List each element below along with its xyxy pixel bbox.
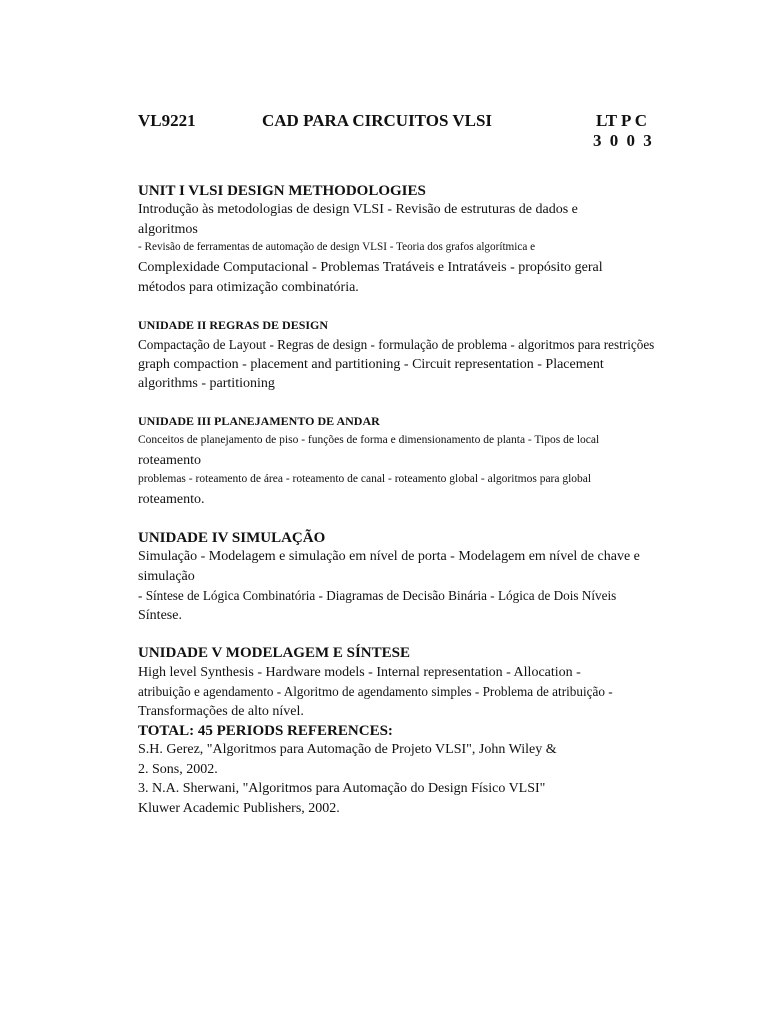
reference-line: S.H. Gerez, "Algoritmos para Automação de Projeto VLSI", John Wiley & — [138, 742, 557, 757]
unit-2-line: algorithms - partitioning — [138, 376, 275, 391]
unit-1-line: Introdução às metodologias de design VLSI - Revisão de estruturas de dados e — [138, 202, 578, 217]
unit-3-heading: UNIDADE III PLANEJAMENTO DE ANDAR — [138, 414, 380, 428]
unit-1-line: - Revisão de ferramentas de automação de design VLSI - Teoria dos grafos algorítmica e — [138, 241, 536, 253]
unit-5-line: atribuição e agendamento - Algoritmo de agendamento simples - Problema de atribuição - — [138, 684, 613, 699]
unit-2-line: Compactação de Layout - Regras de design - formulação de problema - algoritmos para restrições — [138, 337, 655, 352]
unit-4-line: Simulação - Modelagem e simulação em nível de porta - Modelagem em nível de chave e — [138, 549, 640, 564]
course-code: VL9221 — [138, 111, 196, 130]
unit-3-line: Conceitos de planejamento de piso - funções de forma e dimensionamento de planta - Tipos de local — [138, 434, 600, 446]
unit-5-line: High level Synthesis - Hardware models - Internal representation - Allocation - — [138, 665, 581, 680]
unit-2-heading: UNIDADE II REGRAS DE DESIGN — [138, 318, 329, 332]
unit-2-line: graph compaction - placement and partitioning - Circuit representation - Placement — [138, 357, 604, 372]
reference-line: 3. N.A. Sherwani, "Algoritmos para Automação do Design Físico VLSI" — [138, 781, 546, 796]
unit-3-line: problemas - roteamento de área - roteamento de canal - roteamento global - algoritmos para global — [138, 473, 592, 485]
unit-5-heading: UNIDADE V MODELAGEM E SÍNTESE — [138, 645, 410, 661]
ltpc-values: 3 0 0 3 — [593, 131, 654, 150]
unit-1-heading: UNIT I VLSI DESIGN METHODOLOGIES — [138, 183, 426, 199]
references-heading: TOTAL: 45 PERIODS REFERENCES: — [138, 723, 393, 739]
ltpc-label: LT P C — [596, 111, 648, 130]
unit-4-line: - Síntese de Lógica Combinatória - Diagramas de Decisão Binária - Lógica de Dois Níveis — [138, 588, 617, 603]
unit-5-line: Transformações de alto nível. — [138, 704, 304, 719]
unit-3-line: roteamento. — [138, 492, 205, 507]
unit-4-heading: UNIDADE IV SIMULAÇÃO — [138, 530, 326, 546]
course-title: CAD PARA CIRCUITOS VLSI — [262, 111, 493, 130]
reference-line: 2. Sons, 2002. — [138, 762, 218, 777]
unit-4-line: simulação — [138, 569, 195, 584]
unit-1-line: métodos para otimização combinatória. — [138, 280, 359, 295]
unit-4-line: Síntese. — [138, 608, 182, 623]
reference-line: Kluwer Academic Publishers, 2002. — [138, 801, 340, 816]
unit-3-line: roteamento — [138, 453, 201, 468]
unit-1-line: algoritmos — [138, 222, 198, 237]
unit-1-line: Complexidade Computacional - Problemas Tratáveis e Intratáveis - propósito geral — [138, 260, 603, 275]
